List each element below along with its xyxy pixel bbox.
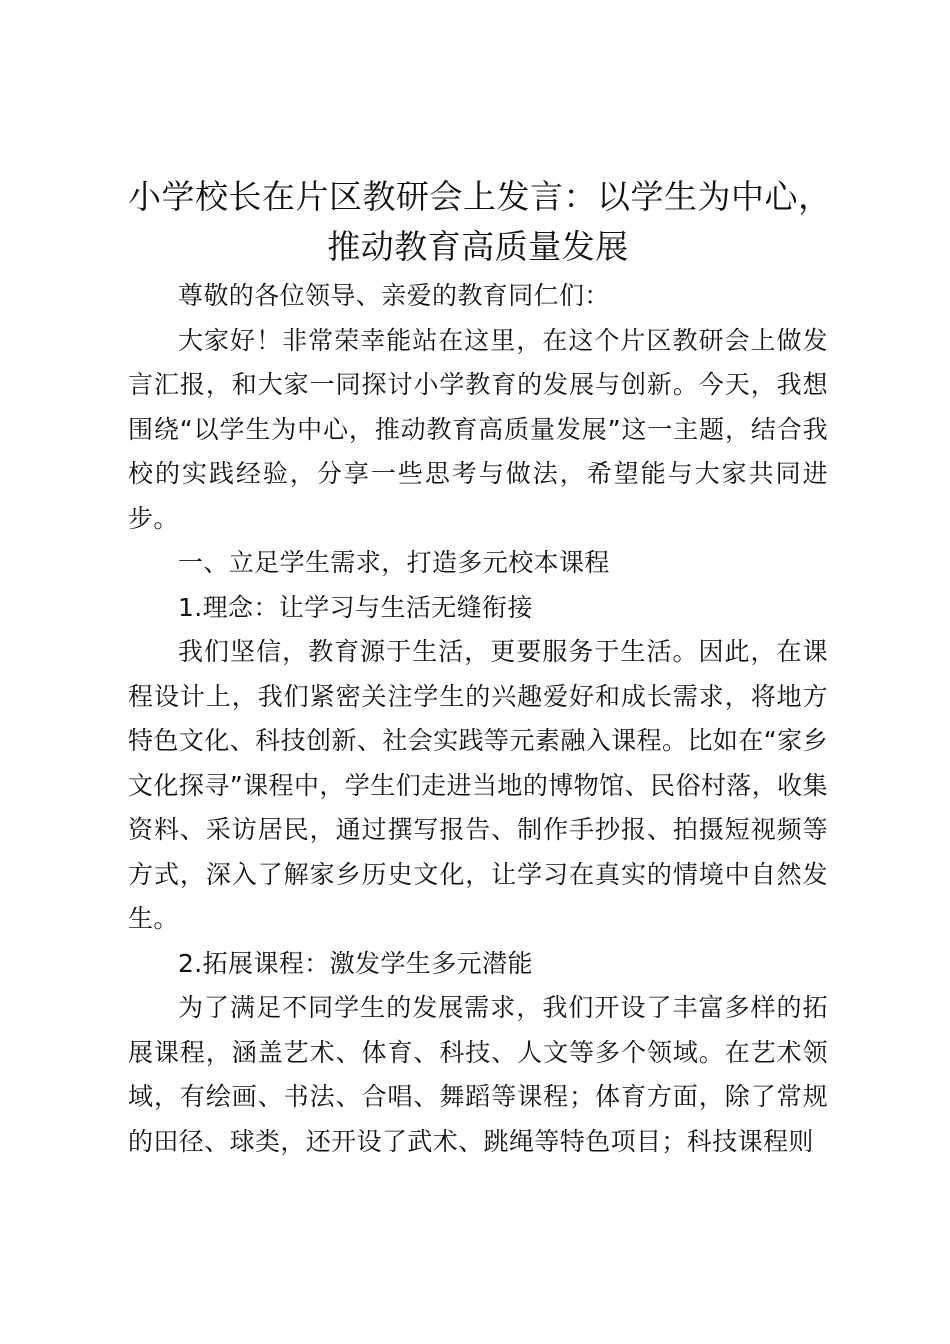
salutation: 尊敬的各位领导、亲爱的教育同仁们： [178, 281, 610, 310]
paragraph-concept: 我们坚信，教育源于生活，更要服务于生活。因此，在课程设计上，我们紧密关注学生的兴趣爱好和成长需求，将地方特色文化、科技创新、社会实践等元素融入课程。比如在“家乡文化探寻”课程中，学生们走进当地的博物馆、民俗村落，收集资料、采访居民，通过撰写报告、制作手抄报、拍摄短视频等方式，深入了解家乡历史文化，让学习在真实的情境中自然发生。 [128, 637, 828, 933]
subheading-2: 2.拓展课程：激发学生多元潜能 [178, 948, 533, 978]
paragraph-greeting: 大家好！非常荣幸能站在这里，在这个片区教研会上做发言汇报，和大家一同探讨小学教育的发展与创新。今天，我想围绕“以学生为中心，推动教育高质量发展”这一主题，结合我校的实践经验，分享一些思考与做法，希望能与大家共同进步。 [128, 325, 828, 533]
title-line-2: 推动教育高质量发展 [327, 227, 629, 266]
paragraph-extended-courses: 为了满足不同学生的发展需求，我们开设了丰富多样的拓展课程，涵盖艺术、体育、科技、人文等多个领域。在艺术领域，有绘画、书法、合唱、舞蹈等课程；体育方面，除了常规的田径、球类，还开设了武术、跳绳等特色项目；科技课程则 [128, 993, 828, 1156]
document-body [128, 274, 828, 1164]
section-heading-1: 一、立足学生需求，打造多元校本课程 [178, 548, 610, 577]
subheading-1: 1.理念：让学习与生活无缝衔接 [178, 592, 533, 622]
title-line-1: 小学校长在片区教研会上发言：以学生为中心， [128, 177, 832, 216]
document-content [128, 172, 832, 1164]
document-title [128, 172, 832, 272]
